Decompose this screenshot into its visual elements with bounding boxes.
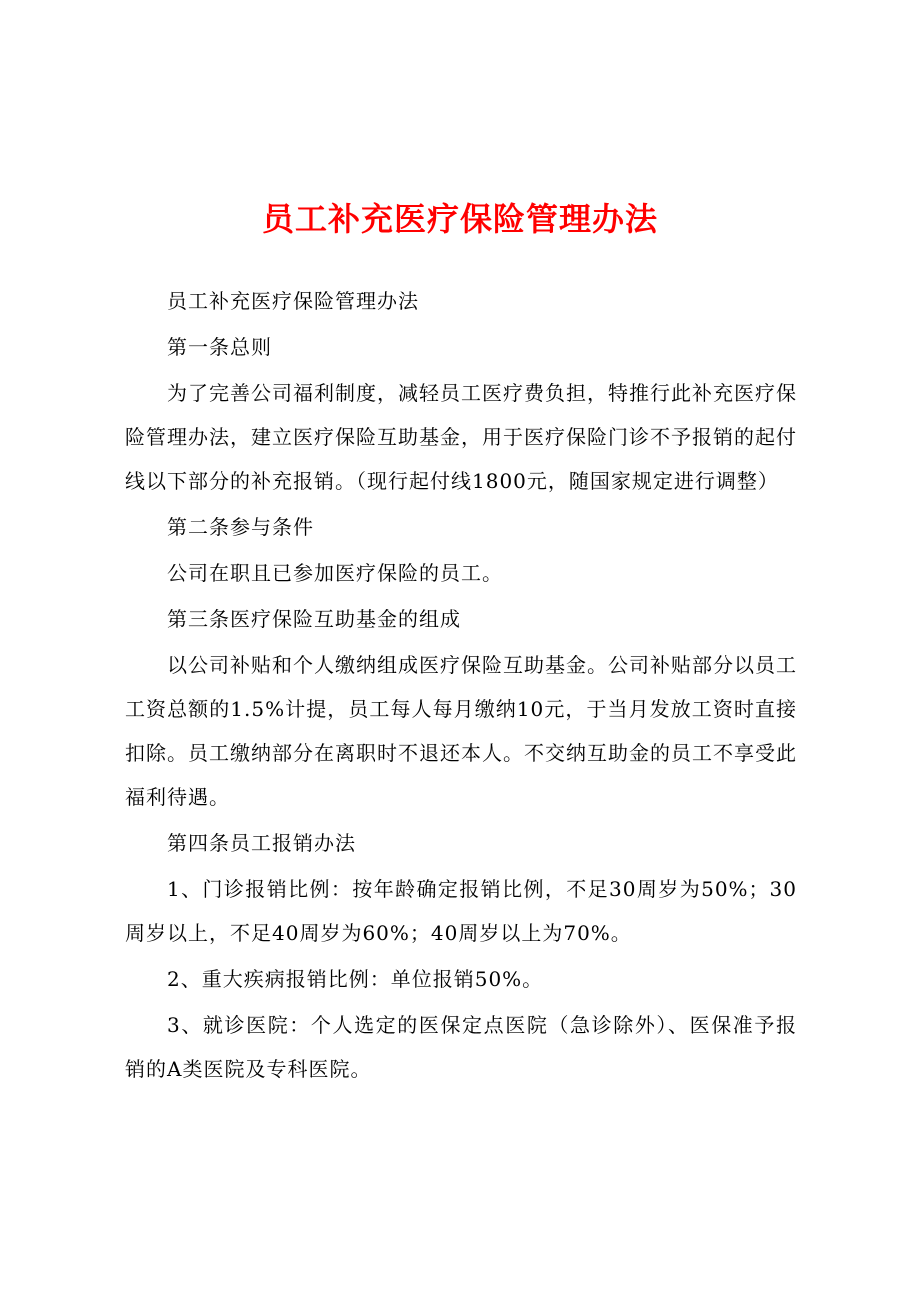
section-heading-general: 第一条总则 [167,335,272,359]
section-heading-reimbursement: 第四条员工报销办法 [167,831,356,855]
paragraph-eligibility: 公司在职且已参加医疗保险的员工。 [167,561,503,585]
document-title: 员工补充医疗保险管理办法 [261,200,658,238]
section-heading-eligibility: 第二条参与条件 [167,515,314,539]
list-item-hospitals: 3、就诊医院：个人选定的医保定点医院（急诊除外）、医保准予报销的A类医院及专科医院。 [125,1013,797,1081]
list-item-major-illness-ratio: 2、重大疾病报销比例：单位报销50%。 [167,967,544,991]
document-body [125,279,797,1093]
paragraph-fund: 以公司补贴和个人缴纳组成医疗保险互助基金。公司补贴部分以员工工资总额的1.5%计提，员工每人每月缴纳10元，于当月发放工资时直接扣除。员工缴纳部分在离职时不退还本人。不交纳互助金的员工不享受此福利待遇。 [125,653,797,809]
list-item-outpatient-ratio: 1、门诊报销比例：按年龄确定报销比例，不足30周岁为50%；30周岁以上，不足40周岁为60%；40周岁以上为70%。 [125,877,797,945]
section-heading-fund: 第三条医疗保险互助基金的组成 [167,607,461,631]
paragraph-doc-name: 员工补充医疗保险管理办法 [167,289,419,313]
paragraph-purpose: 为了完善公司福利制度，减轻员工医疗费负担，特推行此补充医疗保险管理办法，建立医疗保险互助基金，用于医疗保险门诊不予报销的起付线以下部分的补充报销。（现行起付线1800元，随国家规定进行调整） [125,381,797,493]
